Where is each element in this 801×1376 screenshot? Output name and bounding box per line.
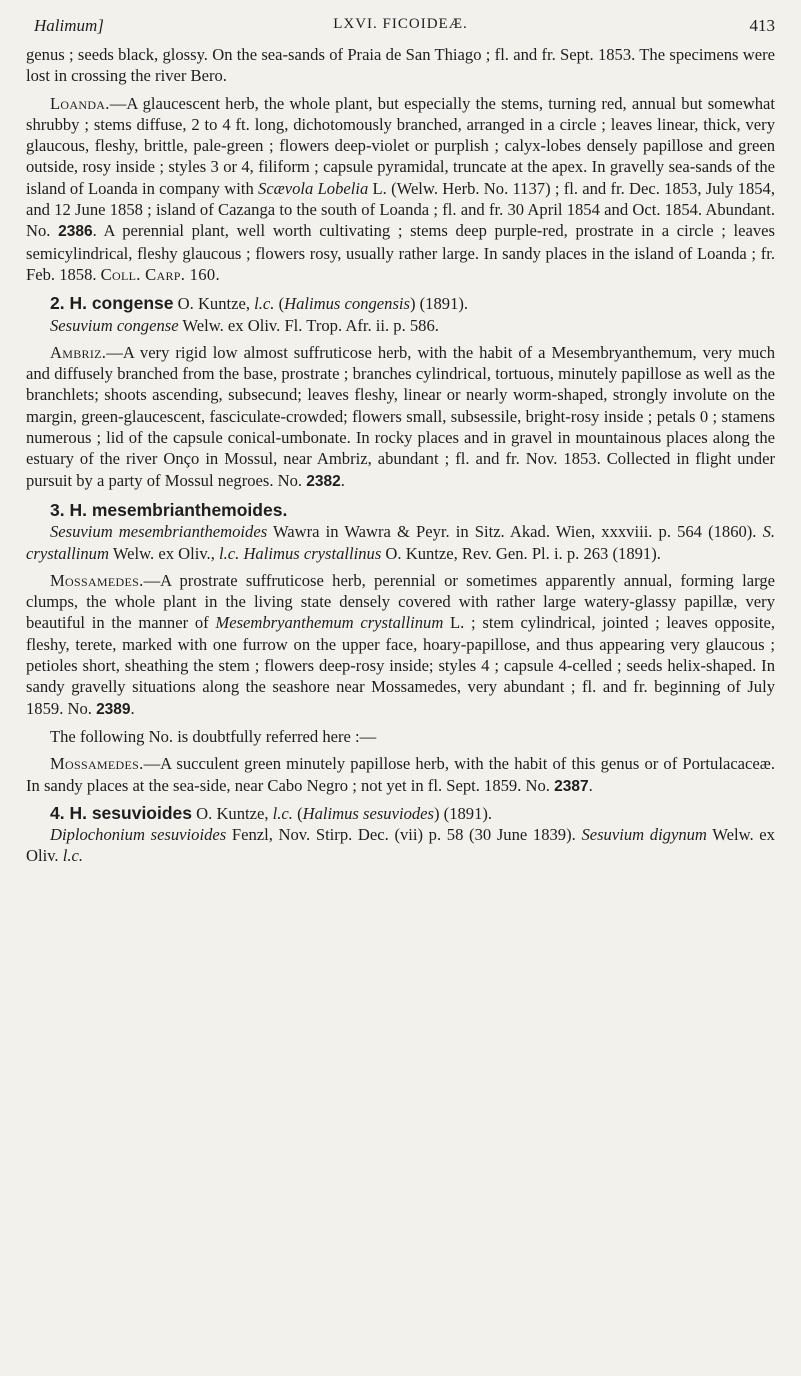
paragraph-loanda: Loanda.—A glaucescent herb, the whole plant, but especially the stems, turning red, annual but somewhat shrubby ; stems diffuse, 2 to 4 ft. long, dichotomously branched, arranged in a circle ; leaves linear, thick, very glaucous, fleshy, brittle, pale-green ; flowers deep-violet or purplish ; calyx-lobes densely papillose and green outside, rosy inside ; styles 3 or 4, filiform ; capsule pyramidal, truncate at the apex. In gravelly sea-sands of the island of Loanda in company with Scævola Lobelia L. (Welw. Herb. No. 1137) ; fl. and fr. Dec. 1853, July 1854, and 12 June 1858 ; island of Cazanga to the south of Loanda ; fl. and fr. 30 April 1854 and Oct. 1854. Abundant. No. 2386. A perennial plant, well worth cultivating ; stems deep purple-red, prostrate in a circle ; leaves semicylindrical, fleshy glaucous ; flowers rosy, usually rather large. In sandy places in the island of Loanda ; fr. Feb. 1858. Coll. Carp. 160. xyxy=(26,93,775,284)
specimen-number: 2387 xyxy=(554,777,589,795)
synonym-name: Sesuvium congense xyxy=(50,315,179,335)
collection-ref: Coll. Carp. 160. xyxy=(100,264,220,284)
locality-label: Ambriz. xyxy=(50,342,107,362)
paragraph-mossamedes: Mossamedes.—A prostrate suffruticose herb, perennial or sometimes apparently annual, forming large clumps, the whole plant in the living state densely covered with rather large watery-glassy papillæ, very beautiful in the manner of Mesembryanthemum crystallinum L. ; stem cylindrical, jointed ; leaves opposite, fleshy, terete, marked with one furrow on the upper face, hoary-papillose, and thus appearing very glaucous ; petioles short, sheathing the stem ; flowers deep-rosy inside; styles 4 ; capsule 4-celled ; seeds helix-shaped. In sandy gravelly situations along the seashore near Mossamedes, very abundant ; fl. and fr. beginning of July 1859. No. 2389. xyxy=(26,570,775,718)
species-name: Scævola Lobelia xyxy=(258,178,369,198)
locality-label: Loanda. xyxy=(50,93,110,113)
paragraph-ambriz: Ambriz.—A very rigid low almost suffruticose herb, with the habit of a Mesembryanthemum, very much and diffusely branched from the base, prostrate ; branches cylindrical, tortuous, minutely papillose as well as the branchlets; shoots ascending, subsecund; leaves fleshy, linear or nearly worm-shaped, strongly involute on the margin, green-glaucescent, fasciculate-crowded; flowers small, subsessile, bright-rosy inside ; petals 0 ; stamens numerous ; lid of the capsule conical-umbonate. In rocky places and in gravel in mountainous places along the estuary of the river Onço in Mossul, near Ambriz, abundant ; fl. and fr. Nov. 1853. Collected in flight under pursuit by a party of Mossul negroes. No. 2382. xyxy=(26,342,775,490)
running-head-family: LXVI. FICOIDEÆ. xyxy=(333,16,468,32)
paragraph-mossamedes-doubtful: Mossamedes.—A succulent green minutely papillose herb, with the habit of this genus or of Portulacaceæ. In sandy places at the sea-side, near Cabo Negro ; not yet in fl. Sept. 1859. No. 2387. xyxy=(26,754,775,795)
specimen-number: 2382 xyxy=(306,472,341,490)
species-heading: 3. H. mesembrianthemoides. xyxy=(50,499,288,520)
specimen-number: 2389 xyxy=(96,700,131,718)
species-entry-sesuvioides: 4. H. sesuvioides O. Kuntze, l.c. (Halimus sesuviodes) (1891). Diplochonium sesuvioides Fenzl, Nov. Stirp. Dec. (vii) p. 58 (30 June 1839). Sesuvium digynum Welw. ex Oliv. l.c. xyxy=(26,802,775,866)
locality-label: Mossamedes. xyxy=(50,570,144,590)
locality-label: Mossamedes. xyxy=(50,754,144,774)
paragraph-doubtful-note: The following No. is doubtfully referred here :— xyxy=(50,726,377,746)
species-heading: 2. H. congense xyxy=(50,293,174,314)
paragraph-genus-continuation: genus ; seeds black, glossy. On the sea-sands of Praia de San Thiago ; fl. and fr. Sept. 1853. The specimens were lost in crossing the river Bero. xyxy=(26,45,775,86)
page-body xyxy=(26,44,775,867)
running-head xyxy=(26,14,775,44)
species-entry-congense: 2. H. congense O. Kuntze, l.c. (Halimus congensis) (1891). Sesuvium congense Welw. ex Oliv. Fl. Trop. Afr. ii. p. 586. xyxy=(50,293,469,335)
species-heading: 4. H. sesuvioides xyxy=(50,802,193,823)
specimen-number: 2386 xyxy=(58,223,93,241)
page-number: 413 xyxy=(749,16,775,35)
running-head-genus: Halimum] xyxy=(34,16,104,35)
species-entry-mesembrianthemoides: 3. H. mesembrianthemoides. Sesuvium mesembrianthemoides Wawra in Wawra & Peyr. in Sitz. Akad. Wien, xxxviii. p. 564 (1860). S. crystallinum Welw. ex Oliv., l.c. Halimus crystallinus O. Kuntze, Rev. Gen. Pl. i. p. 263 (1891). xyxy=(26,499,776,563)
